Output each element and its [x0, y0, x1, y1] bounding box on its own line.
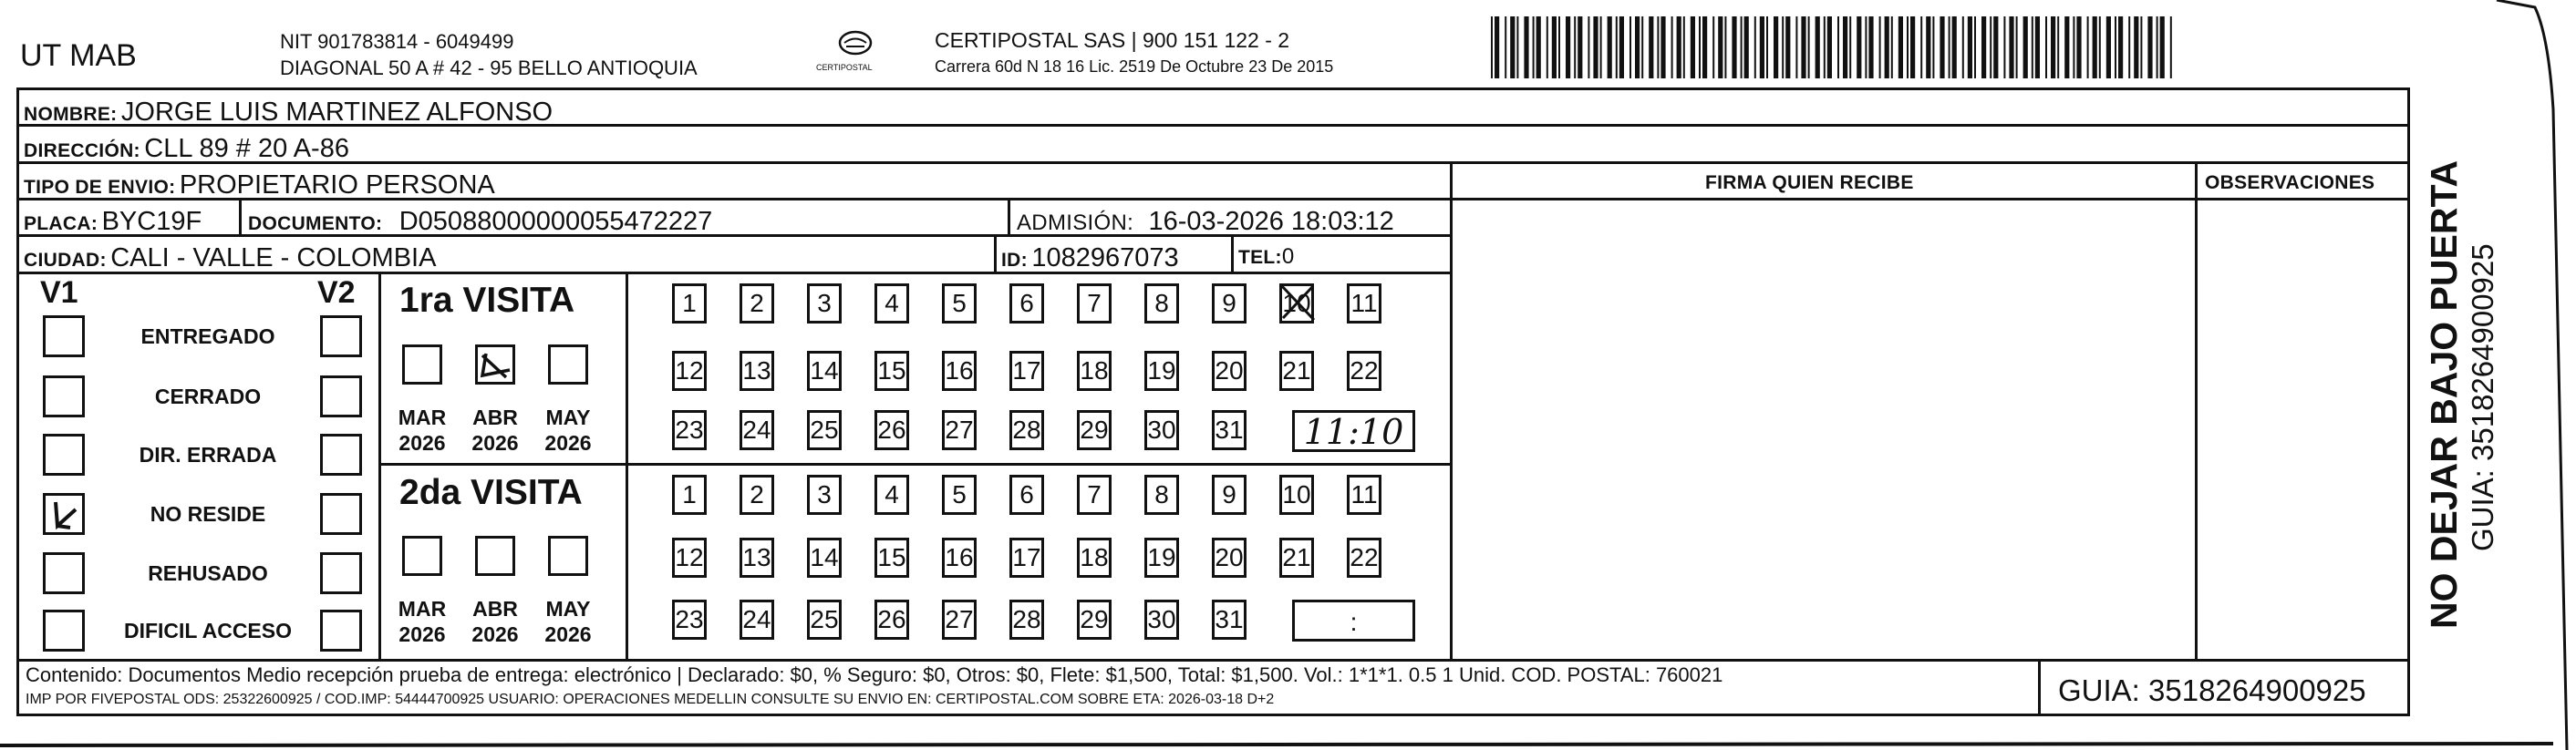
nombre-label: NOMBRE:	[24, 104, 118, 125]
day-box[interactable]: 15	[874, 351, 909, 391]
day-box[interactable]: 16	[942, 538, 977, 578]
month-year: 2026	[544, 622, 592, 646]
month-name: MAY	[545, 597, 591, 621]
day-box[interactable]: 17	[1009, 351, 1044, 391]
ciudad-label: CIUDAD:	[24, 250, 107, 271]
status-label: REHUSADO	[148, 561, 268, 585]
status-label: DIFICIL ACCESO	[123, 619, 292, 642]
company-nit: NIT 901783814 - 6049499	[280, 30, 514, 53]
id-label: ID:	[1001, 250, 1028, 271]
day-box[interactable]: 1	[672, 475, 707, 515]
status-label: ENTREGADO	[140, 324, 275, 348]
month-name: MAR	[398, 597, 447, 621]
footer-contents: Contenido: Documentos Medio recepción prueba de entrega: electrónico | Declarado: $0, % Seguro: $0, Otros: $0, Flete: $1,500, Total: $1,500. Vol.: 1*1*1. 0.5 1 Unid. COD. POSTAL: 760021	[26, 663, 1723, 686]
tipo-envio-value: PROPIETARIO PERSONA	[179, 170, 495, 200]
nombre-value: JORGE LUIS MARTINEZ ALFONSO	[120, 98, 553, 127]
day-box[interactable]: 28	[1009, 600, 1044, 640]
day-box[interactable]: 14	[807, 538, 842, 578]
footer-guia: GUIA: 3518264900925	[2058, 673, 2366, 707]
month-year: 2026	[398, 622, 446, 646]
day-box[interactable]: 26	[874, 600, 909, 640]
month-name: ABR	[472, 406, 518, 429]
day-box[interactable]: 31	[1212, 600, 1247, 640]
side-guia: GUIA: 3518264900925	[2466, 243, 2499, 551]
v1-header: V1	[40, 275, 78, 310]
day-box[interactable]: 25	[807, 410, 842, 450]
day-box[interactable]: 19	[1144, 351, 1179, 391]
direccion-value: CLL 89 # 20 A-86	[144, 134, 349, 163]
month-year: 2026	[471, 622, 519, 646]
tel-value: 0	[1281, 244, 1295, 269]
day-box[interactable]: 3	[807, 475, 842, 515]
day-box[interactable]: 28	[1009, 410, 1044, 450]
day-box[interactable]: 23	[672, 410, 707, 450]
time-separator: :	[1350, 608, 1358, 636]
status-label: DIR. ERRADA	[139, 443, 277, 467]
day-box[interactable]: 15	[874, 538, 909, 578]
day-box[interactable]: 25	[807, 600, 842, 640]
documento-label: DOCUMENTO:	[248, 213, 383, 234]
day-box[interactable]: 20	[1212, 351, 1247, 391]
day-box[interactable]: 26	[874, 410, 909, 450]
day-box[interactable]: 7	[1077, 475, 1112, 515]
day-box[interactable]: 5	[942, 283, 977, 324]
first-visit-label: 1ra VISITA	[399, 281, 575, 320]
carrier-address: Carrera 60d N 18 16 Lic. 2519 De Octubre 23 De 2015	[935, 57, 1334, 76]
day-box[interactable]: 22	[1347, 538, 1381, 578]
day-box[interactable]: 24	[740, 410, 774, 450]
day-box[interactable]: 2	[740, 283, 774, 324]
day-box[interactable]: 31	[1212, 410, 1247, 450]
tipo-envio-label: TIPO DE ENVIO:	[24, 177, 176, 198]
company-address: DIAGONAL 50 A # 42 - 95 BELLO ANTIOQUIA	[280, 57, 698, 79]
day-box[interactable]: 13	[740, 351, 774, 391]
month-year: 2026	[471, 430, 519, 455]
side-warning: NO DEJAR BAJO PUERTA	[2423, 159, 2465, 629]
day-box[interactable]: 8	[1144, 283, 1179, 324]
day-box[interactable]: 29	[1077, 600, 1112, 640]
day-box[interactable]: 5	[942, 475, 977, 515]
day-box[interactable]: 9	[1212, 283, 1247, 324]
day-box[interactable]: 11	[1347, 475, 1381, 515]
documento-value: D05088000000055472227	[398, 207, 713, 236]
day-box[interactable]: 6	[1009, 475, 1044, 515]
second-visit-label: 2da VISITA	[399, 473, 583, 512]
month-name: MAY	[545, 406, 591, 429]
admision-label: ADMISIÓN:	[1017, 211, 1134, 235]
day-box[interactable]: 14	[807, 351, 842, 391]
month-year: 2026	[398, 430, 446, 455]
day-box[interactable]: 21	[1279, 351, 1314, 391]
placa-label: PLACA:	[24, 213, 98, 234]
placa-value: BYC19F	[101, 207, 202, 236]
day-box[interactable]: 29	[1077, 410, 1112, 450]
day-box[interactable]: 27	[942, 600, 977, 640]
day-box[interactable]: 2	[740, 475, 774, 515]
day-box[interactable]: 9	[1212, 475, 1247, 515]
day-box[interactable]: 8	[1144, 475, 1179, 515]
status-label: NO RESIDE	[150, 502, 266, 526]
firma-label: FIRMA QUIEN RECIBE	[1705, 172, 1914, 193]
day-box[interactable]: 1	[672, 283, 707, 324]
day-box[interactable]: 6	[1009, 283, 1044, 324]
day-box[interactable]: 22	[1347, 351, 1381, 391]
day-box[interactable]: 30	[1144, 600, 1179, 640]
month-year: 2026	[544, 430, 592, 455]
v2-header: V2	[317, 275, 356, 310]
direccion-label: DIRECCIÓN:	[24, 140, 140, 161]
day-box[interactable]: 12	[672, 351, 707, 391]
day-box[interactable]: 16	[942, 351, 977, 391]
observaciones-label: OBSERVACIONES	[2205, 172, 2375, 193]
carrier-name: CERTIPOSTAL SAS | 900 151 122 - 2	[935, 28, 1290, 52]
admision-value: 16-03-2026 18:03:12	[1148, 207, 1394, 236]
day-box[interactable]: 30	[1144, 410, 1179, 450]
day-box[interactable]: 20	[1212, 538, 1247, 578]
logo-text: CERTIPOSTAL	[816, 63, 873, 72]
month-name: MAR	[398, 406, 447, 429]
ciudad-value: CALI - VALLE - COLOMBIA	[110, 243, 437, 272]
day-box[interactable]: 4	[874, 475, 909, 515]
handwritten-time: 11:10	[1303, 412, 1404, 452]
day-box[interactable]: 3	[807, 283, 842, 324]
day-box[interactable]: 10	[1279, 475, 1314, 515]
status-label: CERRADO	[154, 385, 262, 408]
day-box[interactable]: 13	[740, 538, 774, 578]
id-value: 1082967073	[1031, 243, 1179, 272]
day-box[interactable]: 19	[1144, 538, 1179, 578]
month-name: ABR	[472, 597, 518, 621]
day-box[interactable]: 18	[1077, 538, 1112, 578]
day-box[interactable]: 11	[1347, 283, 1381, 324]
day-box[interactable]: 24	[740, 600, 774, 640]
company-name: UT MAB	[20, 38, 137, 73]
day-box[interactable]: 23	[672, 600, 707, 640]
footer-print-info: IMP POR FIVEPOSTAL ODS: 25322600925 / COD.IMP: 54444700925 USUARIO: OPERACIONES MEDELLIN CONSULTE SU ENVIO EN: CERTIPOSTAL.COM SOBRE ETA: 2026-03-18 D+2	[26, 692, 1275, 707]
day-box[interactable]: 10	[1279, 283, 1314, 324]
day-box[interactable]: 17	[1009, 538, 1044, 578]
day-box[interactable]: 4	[874, 283, 909, 324]
day-box[interactable]: 18	[1077, 351, 1112, 391]
tel-label: TEL:	[1238, 247, 1282, 268]
day-box[interactable]: 12	[672, 538, 707, 578]
day-box[interactable]: 7	[1077, 283, 1112, 324]
day-box[interactable]: 21	[1279, 538, 1314, 578]
day-box[interactable]: 27	[942, 410, 977, 450]
